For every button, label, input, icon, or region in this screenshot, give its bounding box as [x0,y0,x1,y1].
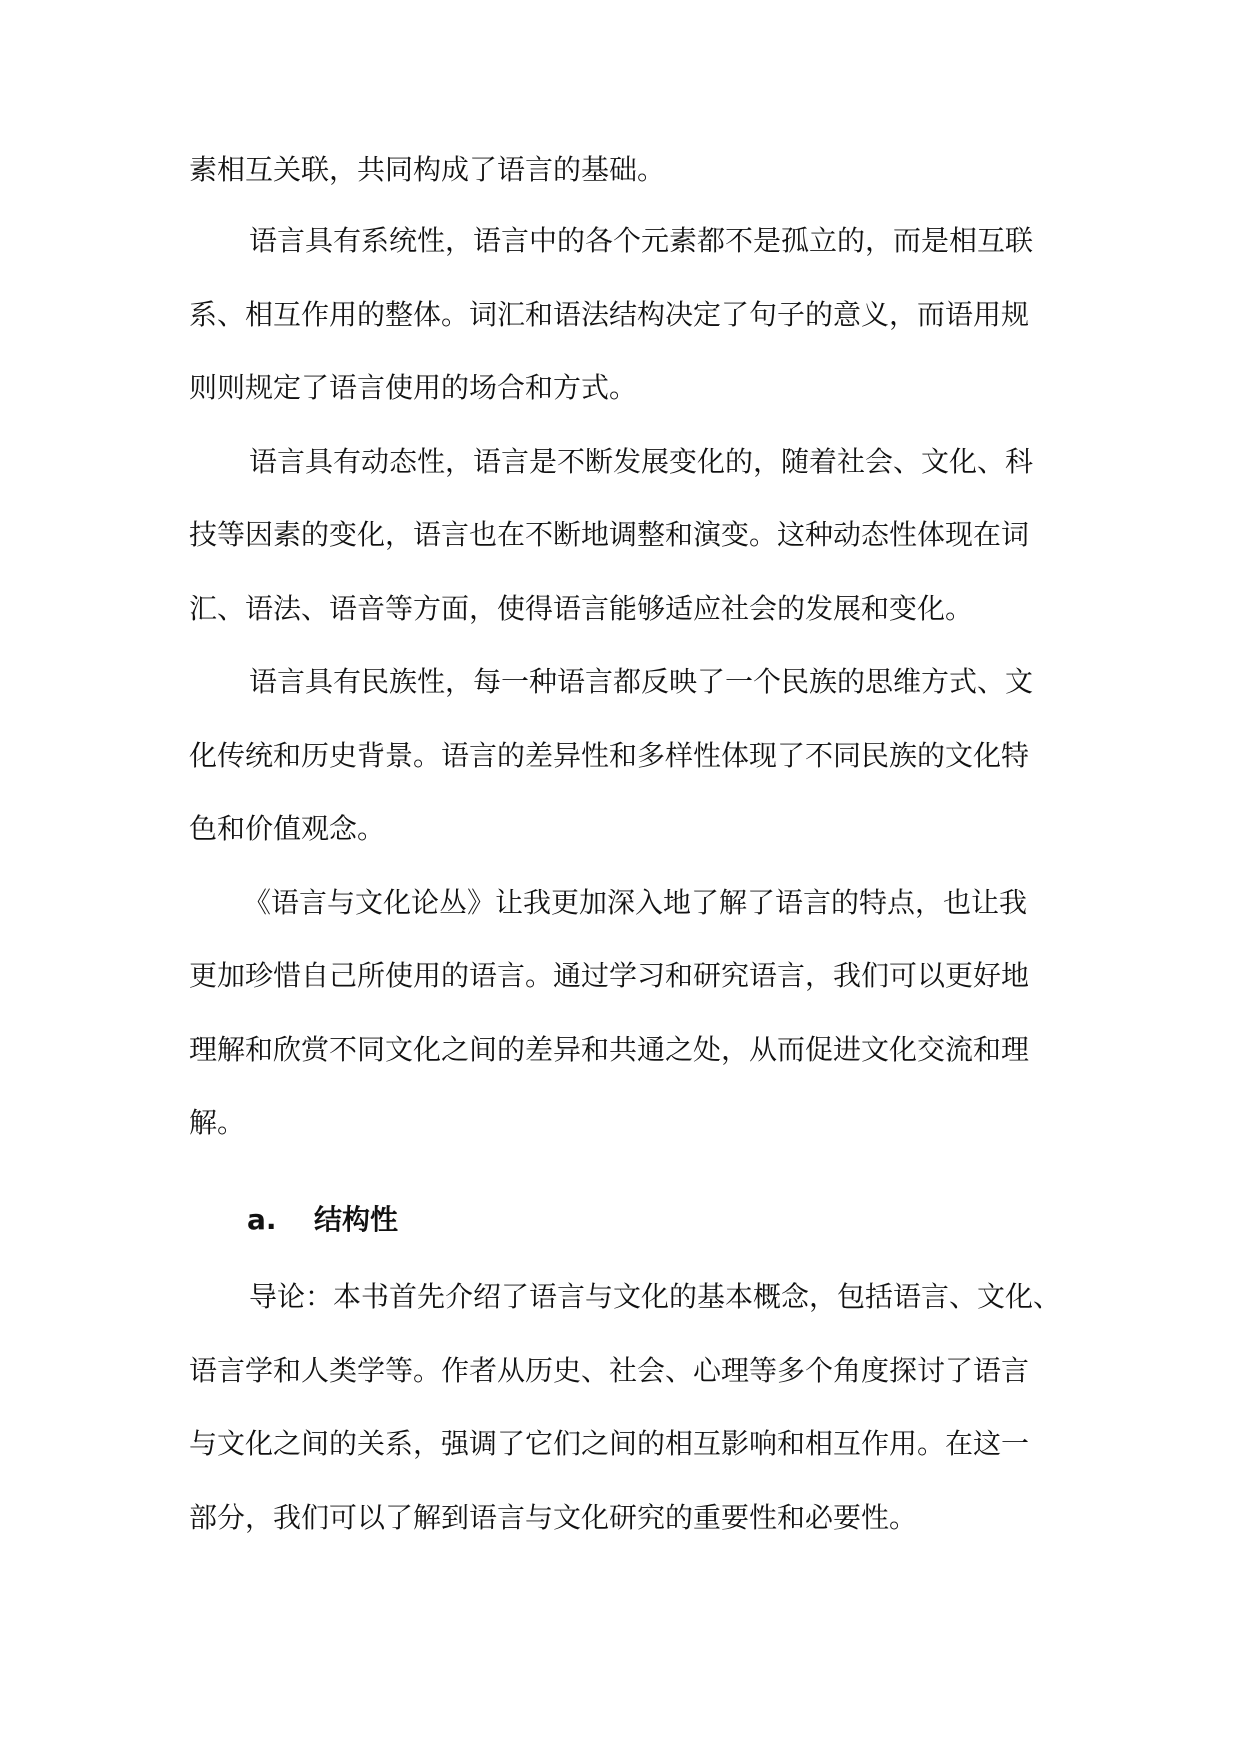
text-line: 系、相互作用的整体。词汇和语法结构决定了句子的意义，而语用规 [189,298,1030,331]
text-line: 色和价值观念。 [189,812,386,845]
text-line: 《语言与文化论丛》让我更加深入地了解了语言的特点，也让我 [243,886,1028,919]
text-line: 汇、语法、语音等方面，使得语言能够适应社会的发展和变化。 [189,592,974,625]
heading-title: 结构性 [314,1203,399,1236]
text-line: 理解和欣赏不同文化之间的差异和共通之处，从而促进文化交流和理 [189,1033,1030,1066]
text-line: 更加珍惜自己所使用的语言。通过学习和研究语言，我们可以更好地 [189,959,1030,992]
text-line: 则则规定了语言使用的场合和方式。 [189,371,638,404]
text-line: 技等因素的变化，语言也在不断地调整和演变。这种动态性体现在词 [189,518,1030,551]
text-line: 语言具有动态性，语言是不断发展变化的，随着社会、文化、科 [249,445,1034,478]
text-line: 语言学和人类学等。作者从历史、社会、心理等多个角度探讨了语言 [189,1354,1030,1387]
text-line: 解。 [189,1106,246,1139]
text-line: 语言具有民族性，每一种语言都反映了一个民族的思维方式、文 [249,665,1034,698]
text-line: 与文化之间的关系，强调了它们之间的相互影响和相互作用。在这一 [189,1427,1030,1460]
text-line: 部分，我们可以了解到语言与文化研究的重要性和必要性。 [189,1501,918,1534]
text-line: 化传统和历史背景。语言的差异性和多样性体现了不同民族的文化特 [189,739,1030,772]
text-line: 语言具有系统性，语言中的各个元素都不是孤立的，而是相互联 [249,224,1034,257]
text-line: 素相互关联，共同构成了语言的基础。 [189,153,666,186]
text-line: 导论：本书首先介绍了语言与文化的基本概念，包括语言、文化、 [249,1280,1062,1313]
heading-marker: a. [247,1203,277,1236]
section-heading [0,1200,1241,1240]
